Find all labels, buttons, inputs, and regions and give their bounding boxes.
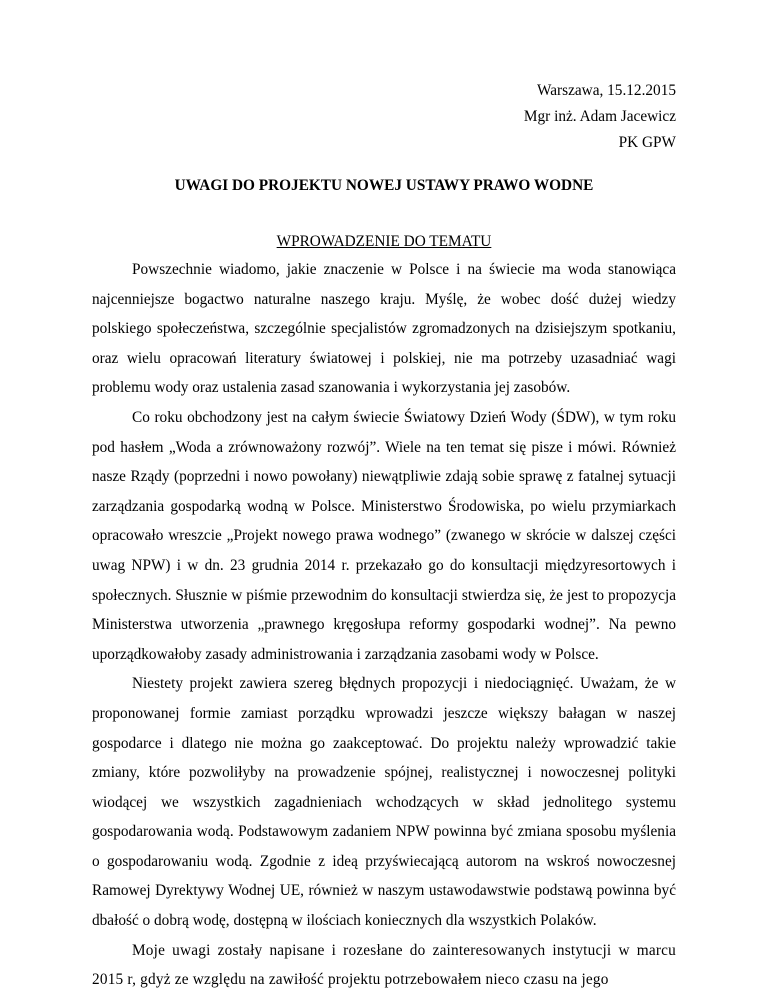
letter-header: [524, 78, 676, 156]
body-text: [92, 255, 676, 995]
paragraph: Co roku obchodzony jest na całym świecie Światowy Dzień Wody (ŚDW), w tym roku pod hasłem „Woda a zrównoważony rozwój”. Wiele na ten temat się pisze i mówi. Również nasze Rządy (poprzedni i nowo powołany) niewątpliwie zdają sobie sprawę z fatalnej sytuacji zarządzania gospodarką wodną w Polsce. Ministerstwo Środowiska, po wielu przymiarkach opracowało wreszcie „Projekt nowego prawa wodnego” (zwanego w skrócie w dalszej części uwag NPW) i w dn. 23 grudnia 2014 r. przekazało go do konsultacji międzyresortowych i społecznych. Słusznie w piśmie przewodnim do konsultacji stwierdza się, że jest to propozycja Ministerstwa utworzenia „prawnego kręgosłupa reformy gospodarki wodnej”. Na pewno uporządkowałoby zasady administrowania i zarządzania zasobami wody w Polsce.: [92, 408, 676, 663]
section-heading: WPROWADZENIE DO TEMATU: [276, 233, 492, 250]
organization-line: PK GPW: [618, 134, 676, 151]
date-line: Warszawa, 15.12.2015: [537, 82, 676, 99]
paragraph: Niestety projekt zawiera szereg błędnych propozycji i niedociągnięć. Uważam, że w proponowanej formie zamiast porządku wprowadzi jeszcze większy bałagan w naszej gospodarce i dlatego nie można go zaakceptować. Do projektu należy wprowadzić takie zmiany, które pozwoliłyby na prowadzenie spójnej, realistycznej i nowoczesnej polityki wiodącej we wszystkich zagadnieniach wchodzących w skład jednolitego systemu gospodarowania wodą. Podstawowym zadaniem NPW powinna być zmiana sposobu myślenia o gospodarowaniu wodą. Zgodnie z ideą przyświecającą autorom na wskroś nowoczesnej Ramowej Dyrektywy Wodnej UE, również w naszym ustawodawstwie podstawą powinna być dbałość o dobrą wodę, dostępną w ilościach koniecznych dla wszystkich Polaków.: [92, 675, 676, 930]
author-line: Mgr inż. Adam Jacewicz: [523, 108, 676, 125]
paragraph: Powszechnie wiadomo, jakie znaczenie w Polsce i na świecie ma woda stanowiąca najcenniejsze bogactwo naturalne naszego kraju. Myślę, że wobec dość dużej wiedzy polskiego społeczeństwa, szczególnie specjalistów zgromadzonych na dzisiejszym spotkaniu, oraz wielu opracowań literatury światowej i polskiej, nie ma potrzeby uzasadniać wagi problemu wody oraz ustalenia zasad szanowania i wykorzystania jej zasobów.: [92, 261, 676, 397]
paragraph: Moje uwagi zostały napisane i rozesłane do zainteresowanych instytucji w marcu 2015 r, gdyż ze względu na zawiłość projektu potrzebowałem nieco czasu na jego: [92, 941, 676, 989]
document-title: UWAGI DO PROJEKTU NOWEJ USTAWY PRAWO WODNE: [174, 177, 594, 194]
